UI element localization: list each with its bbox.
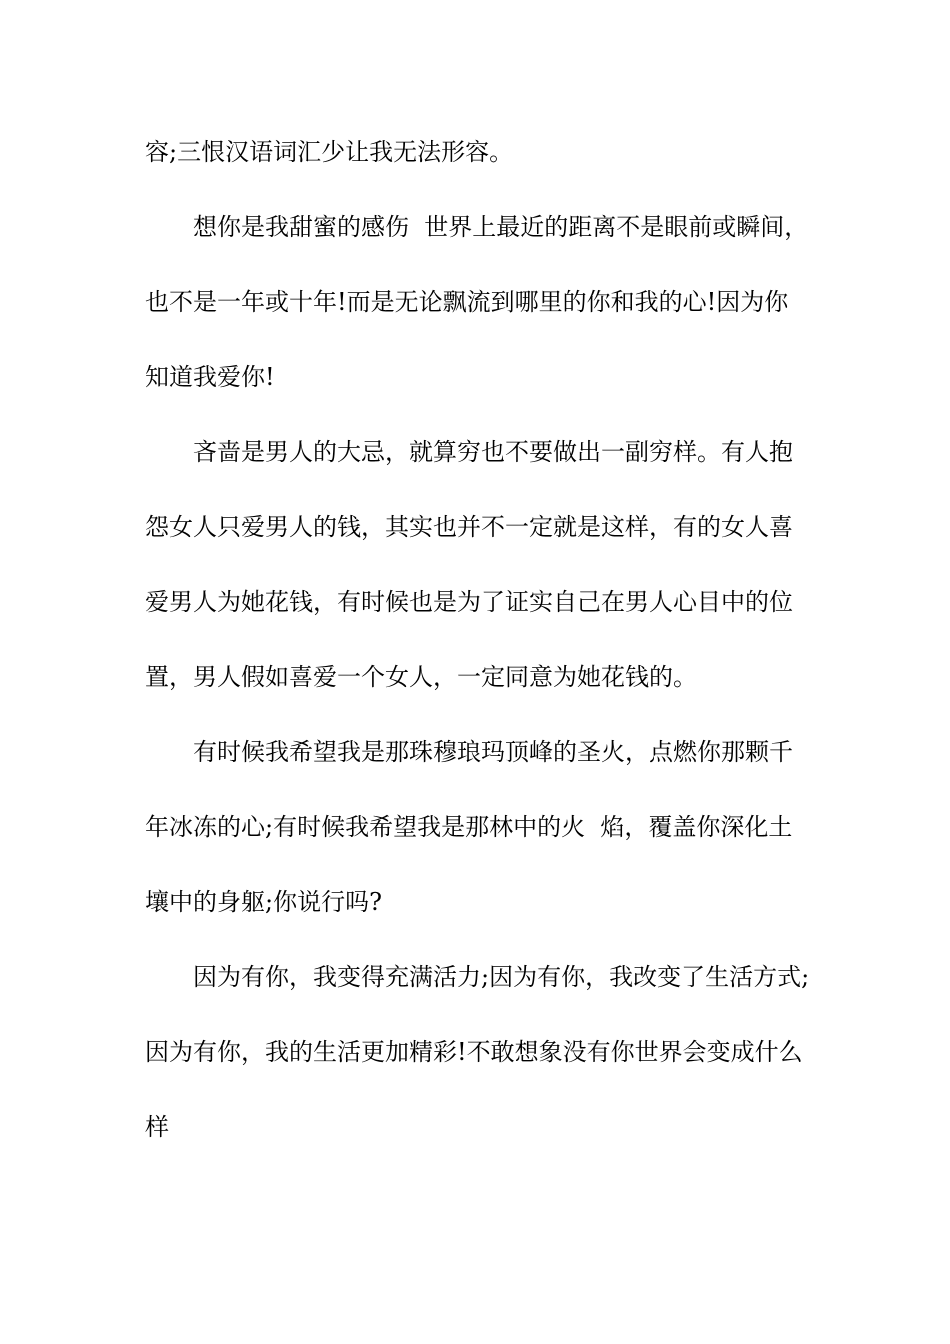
text-line-4: 知道我爱你! — [145, 363, 275, 391]
text-line-8: 置，男人假如喜爱一个女人，一定同意为她花钱的。 — [145, 663, 697, 691]
text-line-6: 怨女人只爱男人的钱，其实也并不一定就是这样，有的女人喜 — [145, 513, 793, 541]
text-line-3: 也不是一年或十年!而是无论飘流到哪里的你和我的心!因为你 — [145, 288, 789, 316]
text-line-11: 壤中的身躯;你说行吗? — [145, 888, 382, 916]
text-line-9: 有时候我希望我是那珠穆琅玛顶峰的圣火，点燃你那颗千 — [193, 738, 793, 766]
text-line-5: 吝啬是男人的大忌，就算穷也不要做出一副穷样。有人抱 — [193, 438, 793, 466]
text-line-12: 因为有你，我变得充满活力;因为有你，我改变了生活方式; — [193, 963, 810, 991]
text-line-2: 想你是我甜蜜的感伤 世界上最近的距离不是眼前或瞬间， — [193, 213, 809, 241]
text-line-1: 容;三恨汉语词汇少让我无法形容。 — [145, 138, 514, 166]
text-line-14: 样 — [145, 1113, 169, 1141]
text-line-7: 爱男人为她花钱，有时候也是为了证实自己在男人心目中的位 — [145, 588, 793, 616]
text-line-13: 因为有你，我的生活更加精彩!不敢想象没有你世界会变成什么 — [145, 1038, 803, 1066]
text-line-10: 年冰冻的心;有时候我希望我是那林中的火 焰，覆盖你深化土 — [145, 813, 793, 841]
